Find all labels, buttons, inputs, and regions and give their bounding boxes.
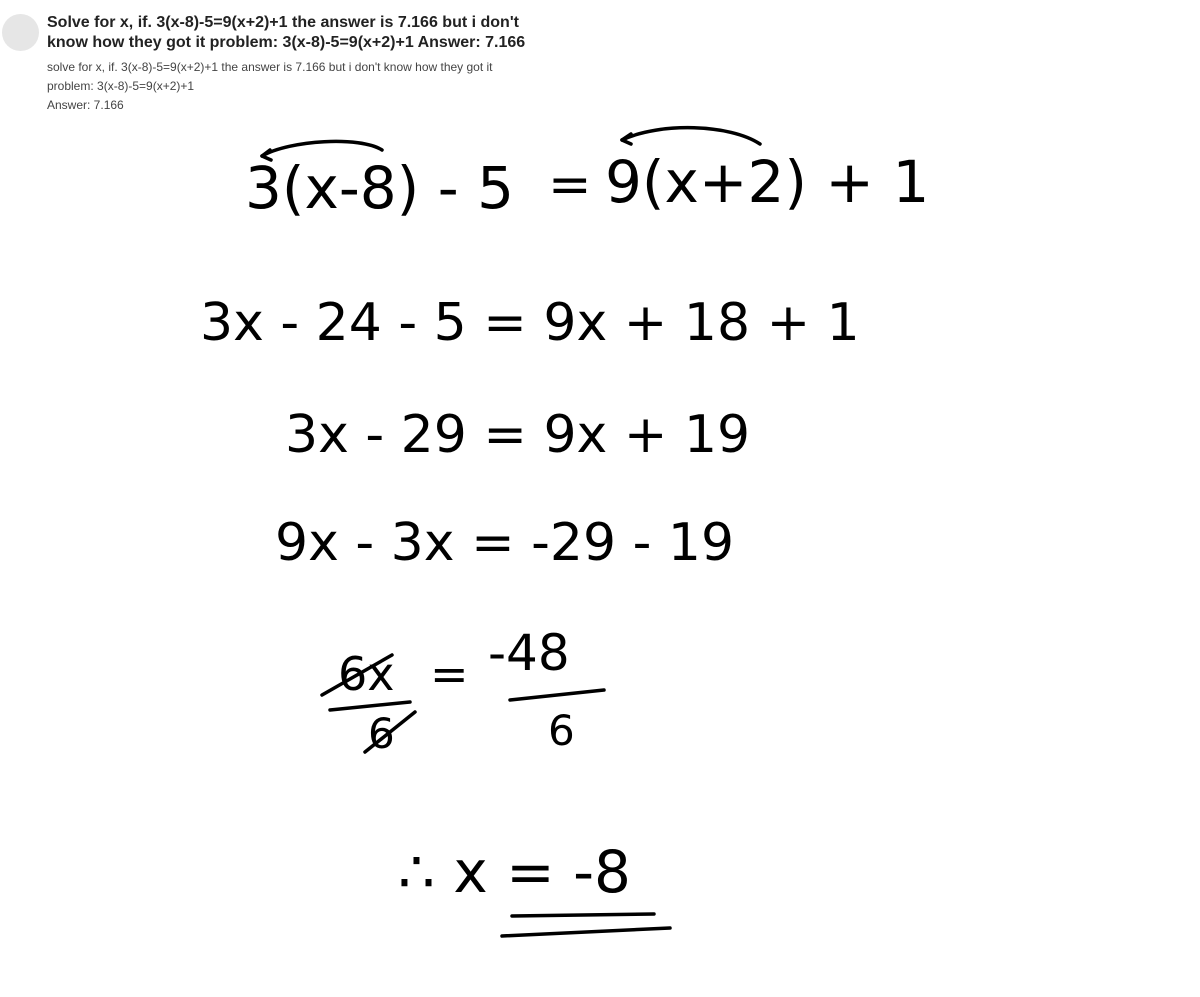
work-line-4: 9x - 3x = -29 - 19 xyxy=(275,513,735,573)
work-line-2: 3x - 24 - 5 = 9x + 18 + 1 xyxy=(200,293,860,353)
work-line-3: 3x - 29 = 9x + 19 xyxy=(285,405,751,465)
work-line-6 xyxy=(398,838,670,936)
line-5-denominator-right: 6 xyxy=(548,706,575,755)
line-5-denominator-left: 6 xyxy=(368,709,395,758)
line-5-numerator-left: 6x xyxy=(338,647,395,701)
work-line-1 xyxy=(245,128,929,222)
question-body-line: problem: 3(x-8)-5=9(x+2)+1 xyxy=(47,79,195,93)
line-5-equals: = xyxy=(430,647,469,701)
question-body-line: solve for x, if. 3(x-8)-5=9(x+2)+1 the answer is 7.166 but i don't know how they got it xyxy=(47,60,493,74)
result-underline-1 xyxy=(512,914,654,916)
line-1-equals: = xyxy=(548,155,592,215)
question-title[interactable]: Solve for x, if. 3(x-8)-5=9(x+2)+1 the answer is 7.166 but i don't know how they got it problem: 3(x-8)-5=9(x+2)+1 Answer: 7.166 xyxy=(47,14,526,51)
distribute-arrowhead-right xyxy=(622,134,631,144)
line-1-right-text: 9(x+2) + 1 xyxy=(605,148,930,216)
fraction-bar-right xyxy=(510,690,604,700)
distribute-arrow-right xyxy=(622,128,760,144)
question-body-line: Answer: 7.166 xyxy=(47,98,124,112)
line-5-numerator-right: -48 xyxy=(488,624,570,682)
result-underline-2 xyxy=(502,928,670,936)
line-1-left-text: 3(x-8) - 5 xyxy=(245,154,515,222)
line-6-result: ∴ x = -8 xyxy=(398,838,631,906)
work-line-5 xyxy=(322,624,604,758)
